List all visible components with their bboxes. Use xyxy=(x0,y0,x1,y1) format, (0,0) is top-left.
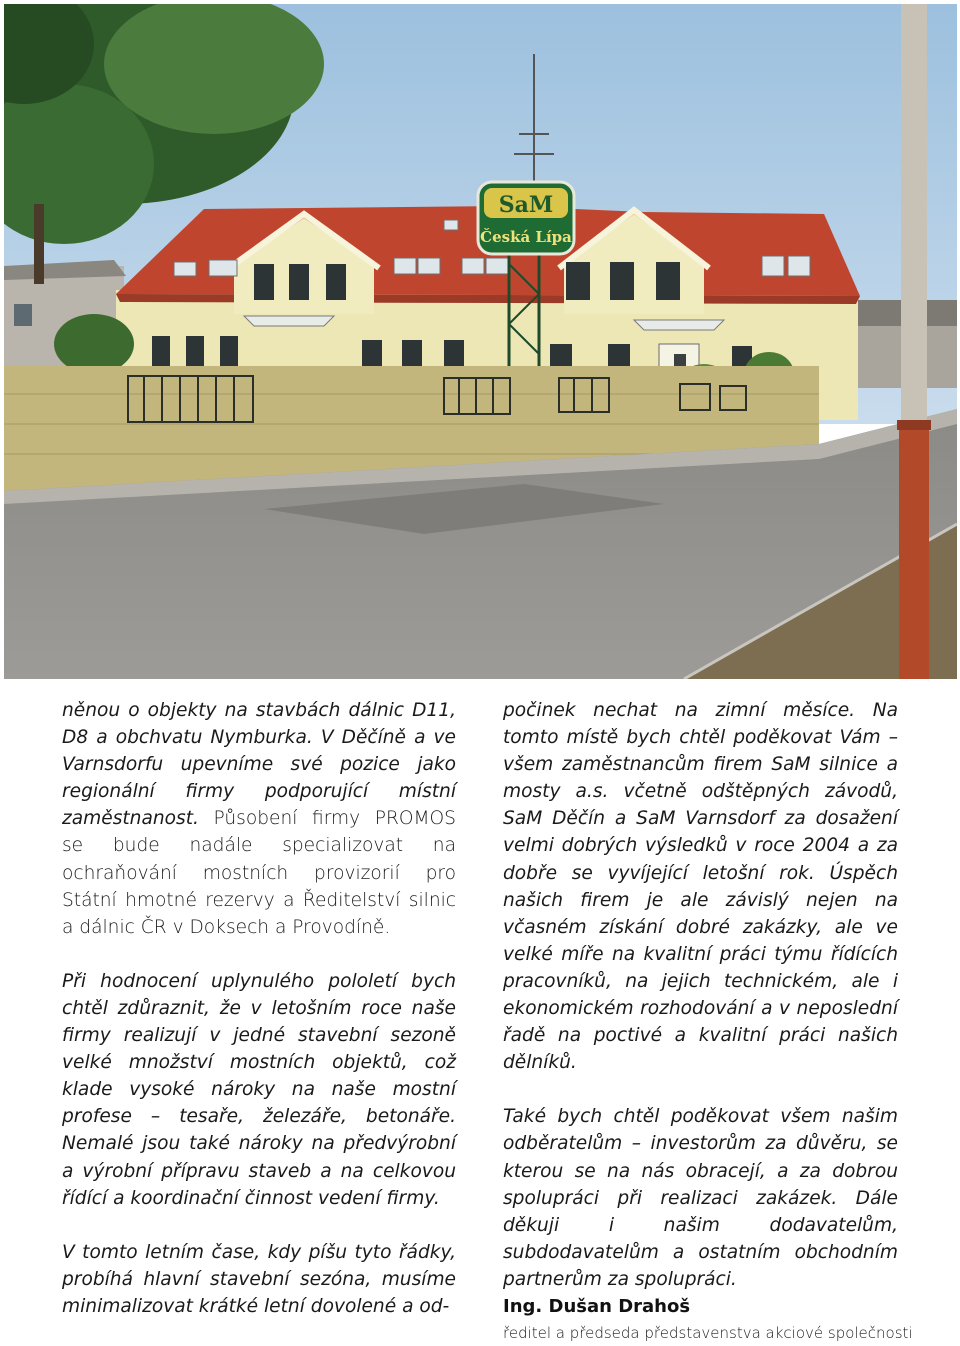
building-photo xyxy=(4,4,957,679)
signature-role: ředitel a předseda představenstva akciové společnosti xyxy=(503,1324,913,1343)
article-right-column xyxy=(503,697,913,1346)
signature-name: Ing. Dušan Drahoš xyxy=(503,1295,691,1317)
article-left-column xyxy=(62,697,456,1320)
sign-bottom-text: Česká Lípa xyxy=(480,228,572,246)
right-paragraph-2: Také bych chtěl poděkovat všem našim odběratelům – investorům za důvěru, se kterou se na nás obracejí, a za dobrou spolupráci při realizaci zakázek. Dále děkuji i našim dodavatelům, subdodavatelům a ostatním obchodním partnerům za spolupráci. xyxy=(503,1106,898,1290)
left-paragraph-3: V tomto letním čase, kdy píšu tyto řádky, probíhá hlavní stavební sezóna, musíme minimalizovat krátké letní dovolené a od- xyxy=(62,1241,456,1317)
left-paragraph-1: něnou o objekty na stavbách dálnic D11, D8 a obchvatu Nymburka. V Děčíně a ve Varnsdorfu upevníme své pozice jako regionální firmy podporující místní zaměstnanost. Působení firmy PROMOS se bude nadále specializovat na ochraňování mostních provizorií pro Státní hmotné rezervy a Ředitelství silnic a dálnic ČR v Doksech a Provodíně. xyxy=(62,700,456,938)
sam-company-sign xyxy=(478,182,574,254)
left-paragraph-2: Při hodnocení uplynulého pololetí bych chtěl zdůraznit, že v letošním roce naše firmy realizují v jedné stavební sezoně velké množství mostních objektů, což klade vysoké nároky na naše mostní profese – tesaře, železáře, betonáře. Nemalé jsou také nároky na předvýrobní a výrobní přípravu staveb a na celkovou řídící a koordinační činnost vedení firmy. xyxy=(62,970,456,1209)
sign-top-text: SaM xyxy=(498,192,554,218)
right-paragraph-1: počinek nechat na zimní měsíce. Na tomto místě bych chtěl poděkovat Vám – všem zaměstnancům firem SaM silnice a mosty a.s. včetně odštěpných závodů, SaM Děčín a SaM Varnsdorf za dosažení velmi dobrých výsledků v roce 2004 a za dobře se vyvíjející letošní rok. Úspěch našich firem je ale závislý nejen na včasném získání dobré zakázky, ale ve velké míře na kvalitní práci týmu řídících pracovníků, na jejich technickém, ale i ekonomickém rozhodování a v neposlední řadě na poctivé a kvalitní práci našich dělníků. xyxy=(503,700,898,1074)
